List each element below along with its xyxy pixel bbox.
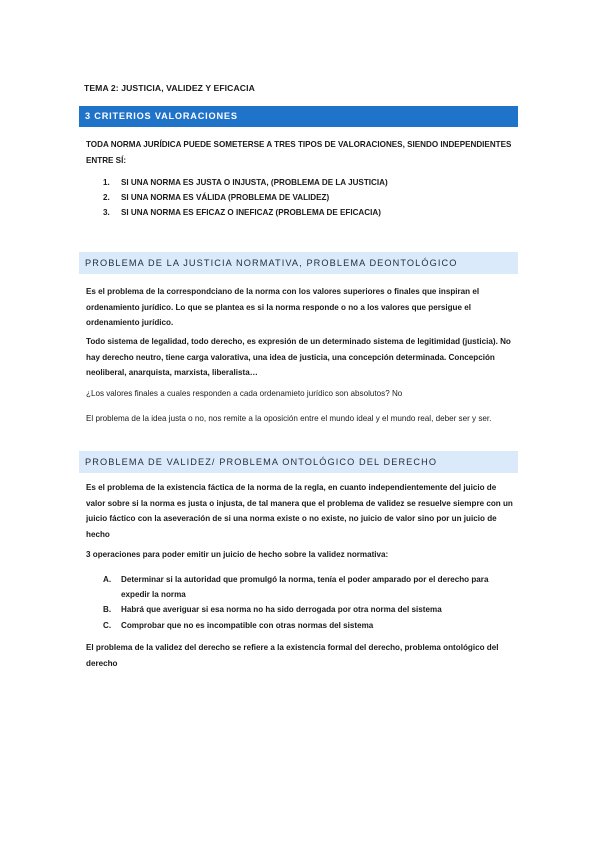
list-item: 1. SI UNA NORMA ES JUSTA O INJUSTA, (PROBLEMA DE LA JUSTICIA) [103,178,388,187]
list-item: C. Comprobar que no es incompatible con otras normas del sistema [103,620,374,630]
paragraph-justicia-2: Todo sistema de legalidad, todo derecho, es expresión de un determinado sistema de legitimidad (justicia). No hay derecho neutro, tiene carga valorativa, una idea de justicia, una concepción determinada. Concepción neoliberal, anarquista, marxista, liberalista… [86,337,511,378]
paragraph-validez-2: 3 operaciones para poder emitir un juicio de hecho sobre la validez normativa: [86,550,389,559]
list-item: 2. SI UNA NORMA ES VÁLIDA (PROBLEMA DE VALIDEZ) [103,193,330,203]
paragraph-justicia-1: Es el problema de la correspondciano de la norma con los valores superiores o finales que inspiran el ordenamiento jurídico. Lo que se plantea es si la norma responde o no a los valores que persigue el ordenamiento jurídico. [86,287,480,328]
list-item: 3. SI UNA NORMA ES EFICAZ O INEFICAZ (PROBLEMA DE EFICACIA) [103,208,381,218]
topic-title: TEMA 2: JUSTICIA, VALIDEZ Y EFICACIA [84,83,255,93]
paragraph-validez-1: Es el problema de la existencia fáctica de la norma de la regla, en cuanto independientemente del juicio de valor sobre si la norma es justa o injusta, de tal manera que el problema de validez se resuelve siempre con un juicio fáctico con la aseveración de si una norma existe o no existe, no juicio de valor sino por un juicio de hecho [86,483,513,539]
criteria-list [86,175,516,221]
list-item: B. Habrá que averiguar si esa norma no ha sido derrogada por otra norma del sistema [103,605,442,615]
section-heading-criterios: 3 CRITERIOS VALORACIONES [79,106,518,127]
paragraph-validez-3: El problema de la validez del derecho se refiere a la existencia formal del derecho, problema ontológico del derecho [86,643,499,668]
paragraph-justicia-4: El problema de la idea justa o no, nos remite a la oposición entre el mundo ideal y el mundo real, deber ser y ser. [86,414,492,423]
paragraph-justicia-3: ¿Los valores finales a cuales responden a cada ordenamieto jurídico son absolutos? No [86,389,403,398]
list-item: A. Determinar si la autoridad que promulgó la norma, tenía el poder amparado por el derecho para expedir la norma [103,575,489,600]
section-heading-justicia: PROBLEMA DE LA JUSTICIA NORMATIVA, PROBLEMA DEONTOLÓGICO [79,252,518,274]
operations-list [86,572,516,633]
intro-paragraph: TODA NORMA JURÍDICA PUEDE SOMETERSE A TRES TIPOS DE VALORACIONES, SIENDO INDEPENDIENTES ENTRE SÍ: [86,140,512,165]
section-heading-validez: PROBLEMA DE VALIDEZ/ PROBLEMA ONTOLÓGICO DEL DERECHO [79,451,518,473]
